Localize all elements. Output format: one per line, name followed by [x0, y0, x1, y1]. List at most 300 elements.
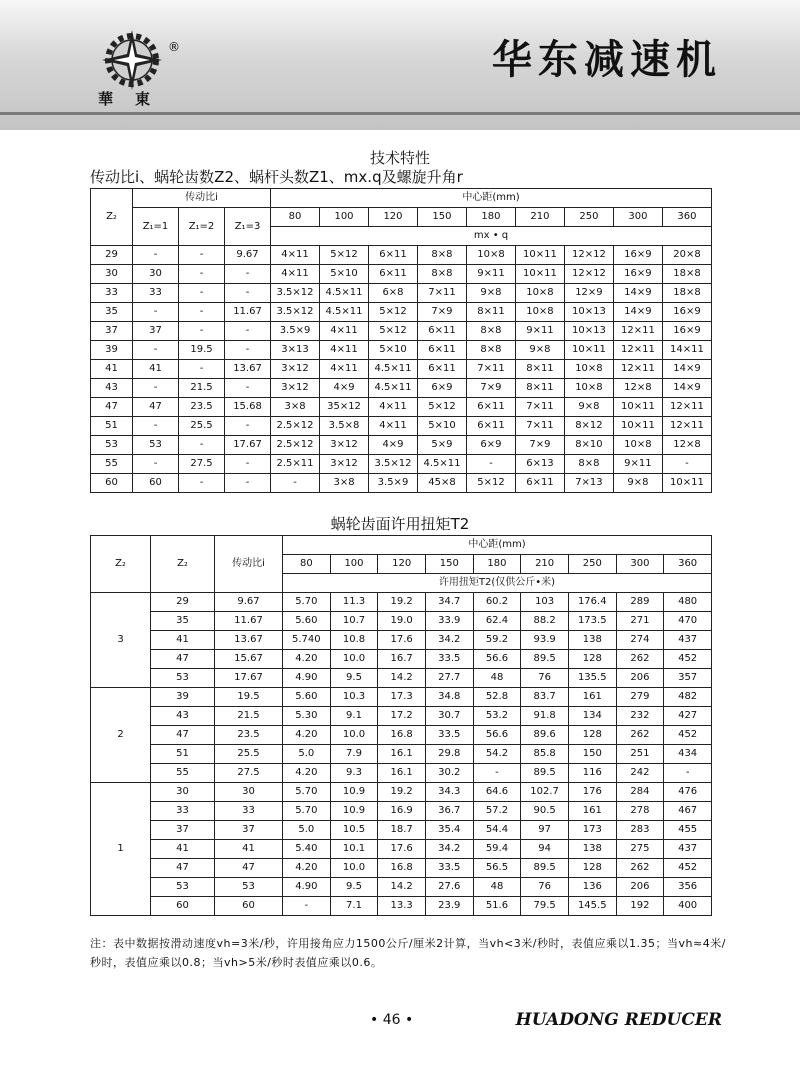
table-cell: 128 [568, 859, 616, 878]
table-cell: - [225, 284, 271, 303]
table-cell: 6×11 [369, 246, 418, 265]
table-cell: 41 [151, 631, 215, 650]
table-cell: 262 [616, 650, 664, 669]
table-cell: 14.2 [378, 669, 426, 688]
table-cell: 33.9 [425, 612, 473, 631]
table-cell: 4.5×11 [320, 284, 369, 303]
center-col-header: 210 [515, 208, 564, 227]
table-cell: 173 [568, 821, 616, 840]
table-cell: 27.6 [425, 878, 473, 897]
table-cell: 10×11 [613, 417, 662, 436]
table-cell: 9.1 [330, 707, 378, 726]
table-cell: 56.6 [473, 650, 521, 669]
table-cell: 7×11 [466, 360, 515, 379]
table-cell: - [225, 455, 271, 474]
table-cell: 36.7 [425, 802, 473, 821]
table-cell: 4.90 [283, 878, 331, 897]
table-cell: 480 [664, 593, 712, 612]
page-header [0, 0, 800, 130]
table-cell: 30 [151, 783, 215, 802]
table-cell: 7.9 [330, 745, 378, 764]
table-cell: 35×12 [320, 398, 369, 417]
table-cell: 10×11 [515, 246, 564, 265]
table-cell: 16×9 [613, 265, 662, 284]
table-cell: 60 [133, 474, 179, 493]
table-cell: 4.5×11 [369, 379, 418, 398]
table-cell: 136 [568, 878, 616, 897]
table-cell: 437 [664, 631, 712, 650]
table-row [91, 631, 712, 650]
table-cell: 15.67 [215, 650, 283, 669]
table-cell: 10.9 [330, 802, 378, 821]
table-cell: 7.1 [330, 897, 378, 916]
center-col-header: 100 [320, 208, 369, 227]
table-cell: 2.5×11 [271, 455, 320, 474]
table-cell: 20×8 [662, 246, 711, 265]
table-cell: 12×11 [662, 417, 711, 436]
table-row [91, 688, 712, 707]
table-cell: 128 [568, 726, 616, 745]
table-row [91, 707, 712, 726]
col-z2-header: Z₂ [91, 189, 133, 246]
table-row [91, 840, 712, 859]
table-cell: 6×11 [417, 360, 466, 379]
table-cell: - [662, 455, 711, 474]
table-cell: 7×11 [417, 284, 466, 303]
table-row [91, 265, 712, 284]
torque-table [90, 535, 712, 916]
table-cell: 7×11 [515, 417, 564, 436]
table-cell: 8×11 [515, 360, 564, 379]
table-cell: 53 [215, 878, 283, 897]
table-cell: 9×11 [466, 265, 515, 284]
col-center-header: 中心距(mm) [271, 189, 712, 208]
table-cell: 12×9 [564, 284, 613, 303]
table1-title: 技术特性 [369, 149, 430, 167]
table-cell: 10×8 [564, 360, 613, 379]
table-cell: 41 [133, 360, 179, 379]
table-cell: 89.5 [521, 764, 569, 783]
table-cell: 5×10 [417, 417, 466, 436]
table-cell: 9×11 [515, 322, 564, 341]
table-cell: - [179, 246, 225, 265]
table-cell: 33 [133, 284, 179, 303]
table2-title: 蜗轮齿面许用扭矩T2 [330, 515, 470, 533]
table-cell: 34.7 [425, 593, 473, 612]
table-cell: 4×11 [320, 360, 369, 379]
table-cell: - [179, 284, 225, 303]
table-cell: 29 [151, 593, 215, 612]
center-col-header: 300 [616, 555, 664, 574]
table-cell: 116 [568, 764, 616, 783]
table-cell: 262 [616, 859, 664, 878]
table-cell: 4×11 [369, 417, 418, 436]
table-cell: 10.3 [330, 688, 378, 707]
table-cell: 91.8 [521, 707, 569, 726]
group-z1-cell: 1 [91, 783, 151, 916]
table-row [91, 398, 712, 417]
table-cell: 3.5×8 [320, 417, 369, 436]
table-cell: 11.67 [215, 612, 283, 631]
table-cell: 59.4 [473, 840, 521, 859]
table-cell: 6×8 [369, 284, 418, 303]
table-cell: 8×12 [564, 417, 613, 436]
table-cell: - [271, 474, 320, 493]
ratio-col-header: Z₁=3 [225, 208, 271, 246]
table-cell: 5.60 [283, 612, 331, 631]
table-cell: 6×9 [466, 436, 515, 455]
table-cell: 5.70 [283, 783, 331, 802]
table-row [91, 897, 712, 916]
table-cell: 10×13 [564, 303, 613, 322]
table-cell: 18×8 [662, 284, 711, 303]
footnote: 注：表中数据按滑动速度vh=3米/秒，许用接角应力1500公斤/厘米2计算，当vh<3米/秒时，表值应乘以1.35；当vh≈4米/秒时，表值应乘以0.8；当vh>5米/秒时表值应乘以0.6。 [90, 937, 726, 969]
table-cell: 4.5×11 [369, 360, 418, 379]
table-cell: 30 [133, 265, 179, 284]
table-cell: 357 [664, 669, 712, 688]
table-row [91, 341, 712, 360]
center-col-header: 100 [330, 555, 378, 574]
table-cell: 37 [133, 322, 179, 341]
table-cell: 17.2 [378, 707, 426, 726]
table-cell: 60 [151, 897, 215, 916]
table-cell: - [283, 897, 331, 916]
table-cell: - [133, 303, 179, 322]
table-cell: 103 [521, 593, 569, 612]
table-cell: 5.40 [283, 840, 331, 859]
ratio-col-header: Z₁=1 [133, 208, 179, 246]
table-cell: - [179, 474, 225, 493]
unit-row: 许用扭矩T2(仅供公斤•米) [283, 574, 712, 593]
table-cell: 3×13 [271, 341, 320, 360]
table-cell: 17.6 [378, 631, 426, 650]
table-cell: 9×8 [466, 284, 515, 303]
table-cell: 29 [91, 246, 133, 265]
table-cell: 400 [664, 897, 712, 916]
table-row [91, 379, 712, 398]
table-cell: 242 [616, 764, 664, 783]
table-cell: 455 [664, 821, 712, 840]
table-cell: 39 [151, 688, 215, 707]
table-cell: 176.4 [568, 593, 616, 612]
table-header-row [91, 189, 712, 208]
table-cell: 4.90 [283, 669, 331, 688]
table-cell: 2.5×12 [271, 417, 320, 436]
table-cell: 37 [91, 322, 133, 341]
table-cell: 53 [151, 878, 215, 897]
table-cell: 56.6 [473, 726, 521, 745]
table-cell: 13.67 [215, 631, 283, 650]
registered-mark: ® [168, 40, 180, 54]
table-cell: 10×8 [515, 303, 564, 322]
table-cell: 5.30 [283, 707, 331, 726]
table-cell: 35 [151, 612, 215, 631]
table-cell: 56.5 [473, 859, 521, 878]
table-cell: 5×9 [417, 436, 466, 455]
table-cell: 76 [521, 878, 569, 897]
center-col-header: 180 [466, 208, 515, 227]
table-cell: 76 [521, 669, 569, 688]
table-cell: 34.3 [425, 783, 473, 802]
table-cell: - [225, 341, 271, 360]
table-row [91, 612, 712, 631]
center-col-header: 250 [568, 555, 616, 574]
table-cell: 41 [215, 840, 283, 859]
table-row [91, 417, 712, 436]
table-cell: 102.7 [521, 783, 569, 802]
table-cell: 232 [616, 707, 664, 726]
table-cell: 5×10 [369, 341, 418, 360]
table-cell: 33 [91, 284, 133, 303]
table-row [91, 436, 712, 455]
table-cell: 12×11 [613, 341, 662, 360]
table-cell: 53 [91, 436, 133, 455]
table-cell: 37 [151, 821, 215, 840]
table-cell: - [225, 322, 271, 341]
table-cell: - [133, 379, 179, 398]
table-cell: 134 [568, 707, 616, 726]
table-cell: 60 [215, 897, 283, 916]
table-cell: - [133, 341, 179, 360]
table-row [91, 859, 712, 878]
table-cell: 17.6 [378, 840, 426, 859]
table-cell: 206 [616, 878, 664, 897]
table-cell: 45×8 [417, 474, 466, 493]
brand-title: 华东减速机 [492, 36, 722, 83]
table-cell: 150 [568, 745, 616, 764]
table-cell: 3×8 [320, 474, 369, 493]
table-cell: 35 [91, 303, 133, 322]
table-cell: 17.67 [225, 436, 271, 455]
table-cell: 33 [215, 802, 283, 821]
table-cell: 4×11 [369, 398, 418, 417]
table-cell: 9.67 [215, 593, 283, 612]
table-cell: 27.7 [425, 669, 473, 688]
table-cell: 39 [91, 341, 133, 360]
table-cell: 25.5 [179, 417, 225, 436]
table-cell: 10×8 [564, 379, 613, 398]
table-cell: 279 [616, 688, 664, 707]
table-cell: 47 [151, 726, 215, 745]
table-cell: 7×11 [515, 398, 564, 417]
table-row [91, 322, 712, 341]
page-number: • 46 • [370, 1012, 414, 1028]
table-cell: 8×8 [466, 322, 515, 341]
table-cell: 43 [91, 379, 133, 398]
table-cell: 7×9 [417, 303, 466, 322]
table-row [91, 455, 712, 474]
center-col-header: 150 [417, 208, 466, 227]
table-cell: 97 [521, 821, 569, 840]
table-cell: 161 [568, 802, 616, 821]
center-col-header: 120 [378, 555, 426, 574]
table-cell: 93.9 [521, 631, 569, 650]
center-col-header: 300 [613, 208, 662, 227]
table-cell: 16.1 [378, 764, 426, 783]
table-cell: 21.5 [179, 379, 225, 398]
table-cell: 33 [151, 802, 215, 821]
table-cell: 192 [616, 897, 664, 916]
center-col-header: 150 [425, 555, 473, 574]
table-cell: 275 [616, 840, 664, 859]
footer-brand: HUADONG REDUCER [515, 1010, 722, 1030]
table-cell: 90.5 [521, 802, 569, 821]
table-cell: 27.5 [179, 455, 225, 474]
table-cell: 12×11 [613, 360, 662, 379]
table-row [91, 284, 712, 303]
table-cell: 8×8 [417, 246, 466, 265]
table-cell: 4×9 [320, 379, 369, 398]
table-cell: 10.9 [330, 783, 378, 802]
table-cell: 10×8 [466, 246, 515, 265]
table-cell: 19.2 [378, 593, 426, 612]
table-cell: 4×11 [271, 246, 320, 265]
table-cell: 47 [215, 859, 283, 878]
table-cell: 30.2 [425, 764, 473, 783]
table-cell: 128 [568, 650, 616, 669]
table-cell: 3.5×12 [271, 284, 320, 303]
table-cell: 12×8 [613, 379, 662, 398]
table-cell: - [179, 265, 225, 284]
table-cell: 41 [151, 840, 215, 859]
group-z1-cell: 2 [91, 688, 151, 783]
table-cell: 54.4 [473, 821, 521, 840]
table-cell: 10×11 [662, 474, 711, 493]
table-cell: 11.3 [330, 593, 378, 612]
table-cell: 4.5×11 [320, 303, 369, 322]
table-cell: - [133, 246, 179, 265]
table-cell: 8×8 [417, 265, 466, 284]
table-cell: 10.1 [330, 840, 378, 859]
ratio-col-header: Z₁=2 [179, 208, 225, 246]
table-cell: 89.5 [521, 859, 569, 878]
table-cell: 33.5 [425, 650, 473, 669]
table-cell: 10×11 [515, 265, 564, 284]
table-row [91, 474, 712, 493]
table-cell: 5×12 [320, 246, 369, 265]
table-cell: - [133, 455, 179, 474]
table-cell: 434 [664, 745, 712, 764]
table-row [91, 246, 712, 265]
table-row [91, 650, 712, 669]
table-cell: 3.5×9 [271, 322, 320, 341]
table-cell: - [225, 417, 271, 436]
table-cell: 30 [91, 265, 133, 284]
table-cell: 10×8 [515, 284, 564, 303]
table-cell: 6×11 [369, 265, 418, 284]
table-cell: 5.0 [283, 821, 331, 840]
table-cell: 53 [133, 436, 179, 455]
table-cell: 12×12 [564, 265, 613, 284]
table-cell: 135.5 [568, 669, 616, 688]
table-cell: 62.4 [473, 612, 521, 631]
table-cell: 7×9 [515, 436, 564, 455]
table-cell: 3.5×12 [271, 303, 320, 322]
table-cell: 4×11 [320, 341, 369, 360]
table-cell: 10.0 [330, 650, 378, 669]
table-cell: 33.5 [425, 859, 473, 878]
table-cell: 25.5 [215, 745, 283, 764]
table-cell: - [179, 360, 225, 379]
table-cell: 4.20 [283, 726, 331, 745]
table-cell: 5.0 [283, 745, 331, 764]
table-cell: - [225, 474, 271, 493]
table-cell: 476 [664, 783, 712, 802]
table-cell: 18.7 [378, 821, 426, 840]
table-cell: 57.2 [473, 802, 521, 821]
specs-table [90, 188, 712, 493]
table-cell: 64.6 [473, 783, 521, 802]
table-cell: 48 [473, 669, 521, 688]
table-cell: 16×9 [662, 322, 711, 341]
table-cell: 161 [568, 688, 616, 707]
table-cell: 356 [664, 878, 712, 897]
table-cell: 10.0 [330, 859, 378, 878]
table-cell: 12×11 [662, 398, 711, 417]
table-cell: 3×12 [271, 379, 320, 398]
table-cell: 9×8 [613, 474, 662, 493]
table-cell: 5.70 [283, 802, 331, 821]
table-cell: 55 [91, 455, 133, 474]
table-cell: - [466, 455, 515, 474]
col-center-header: 中心距(mm) [283, 536, 712, 555]
center-col-header: 180 [473, 555, 521, 574]
table-cell: 138 [568, 840, 616, 859]
table-cell: 9×8 [564, 398, 613, 417]
unit-row: mx • q [271, 227, 712, 246]
table-cell: 14.2 [378, 878, 426, 897]
table-cell: 14×9 [613, 284, 662, 303]
table-cell: 8×11 [466, 303, 515, 322]
table-cell: 10×11 [564, 341, 613, 360]
table-cell: 5×12 [466, 474, 515, 493]
table-cell: 206 [616, 669, 664, 688]
table-cell: 6×11 [466, 417, 515, 436]
table-cell: 21.5 [215, 707, 283, 726]
table-cell: 34.2 [425, 631, 473, 650]
table-row [91, 783, 712, 802]
table-row [91, 360, 712, 379]
table-cell: 4×11 [271, 265, 320, 284]
table-row [91, 303, 712, 322]
col-z2b-header: Z₂ [151, 536, 215, 593]
table-cell: 11.67 [225, 303, 271, 322]
table-cell: 51.6 [473, 897, 521, 916]
table-cell: 89.5 [521, 650, 569, 669]
table-cell: 5.60 [283, 688, 331, 707]
table-cell: 54.2 [473, 745, 521, 764]
table-cell: 145.5 [568, 897, 616, 916]
table-cell: 34.2 [425, 840, 473, 859]
table-cell: 16.8 [378, 859, 426, 878]
table-row [91, 764, 712, 783]
table-cell: 9.5 [330, 669, 378, 688]
table-cell: 6×11 [417, 322, 466, 341]
table-row [91, 669, 712, 688]
col-z2a-header: Z₂ [91, 536, 151, 593]
table-cell: 19.5 [179, 341, 225, 360]
table-cell: 35.4 [425, 821, 473, 840]
table-cell: 16.9 [378, 802, 426, 821]
table-cell: - [473, 764, 521, 783]
table-cell: 6×11 [417, 341, 466, 360]
table-cell: 7×9 [466, 379, 515, 398]
table-cell: 8×8 [466, 341, 515, 360]
table-cell: 47 [91, 398, 133, 417]
table-row [91, 821, 712, 840]
table-cell: 79.5 [521, 897, 569, 916]
table-cell: 452 [664, 650, 712, 669]
